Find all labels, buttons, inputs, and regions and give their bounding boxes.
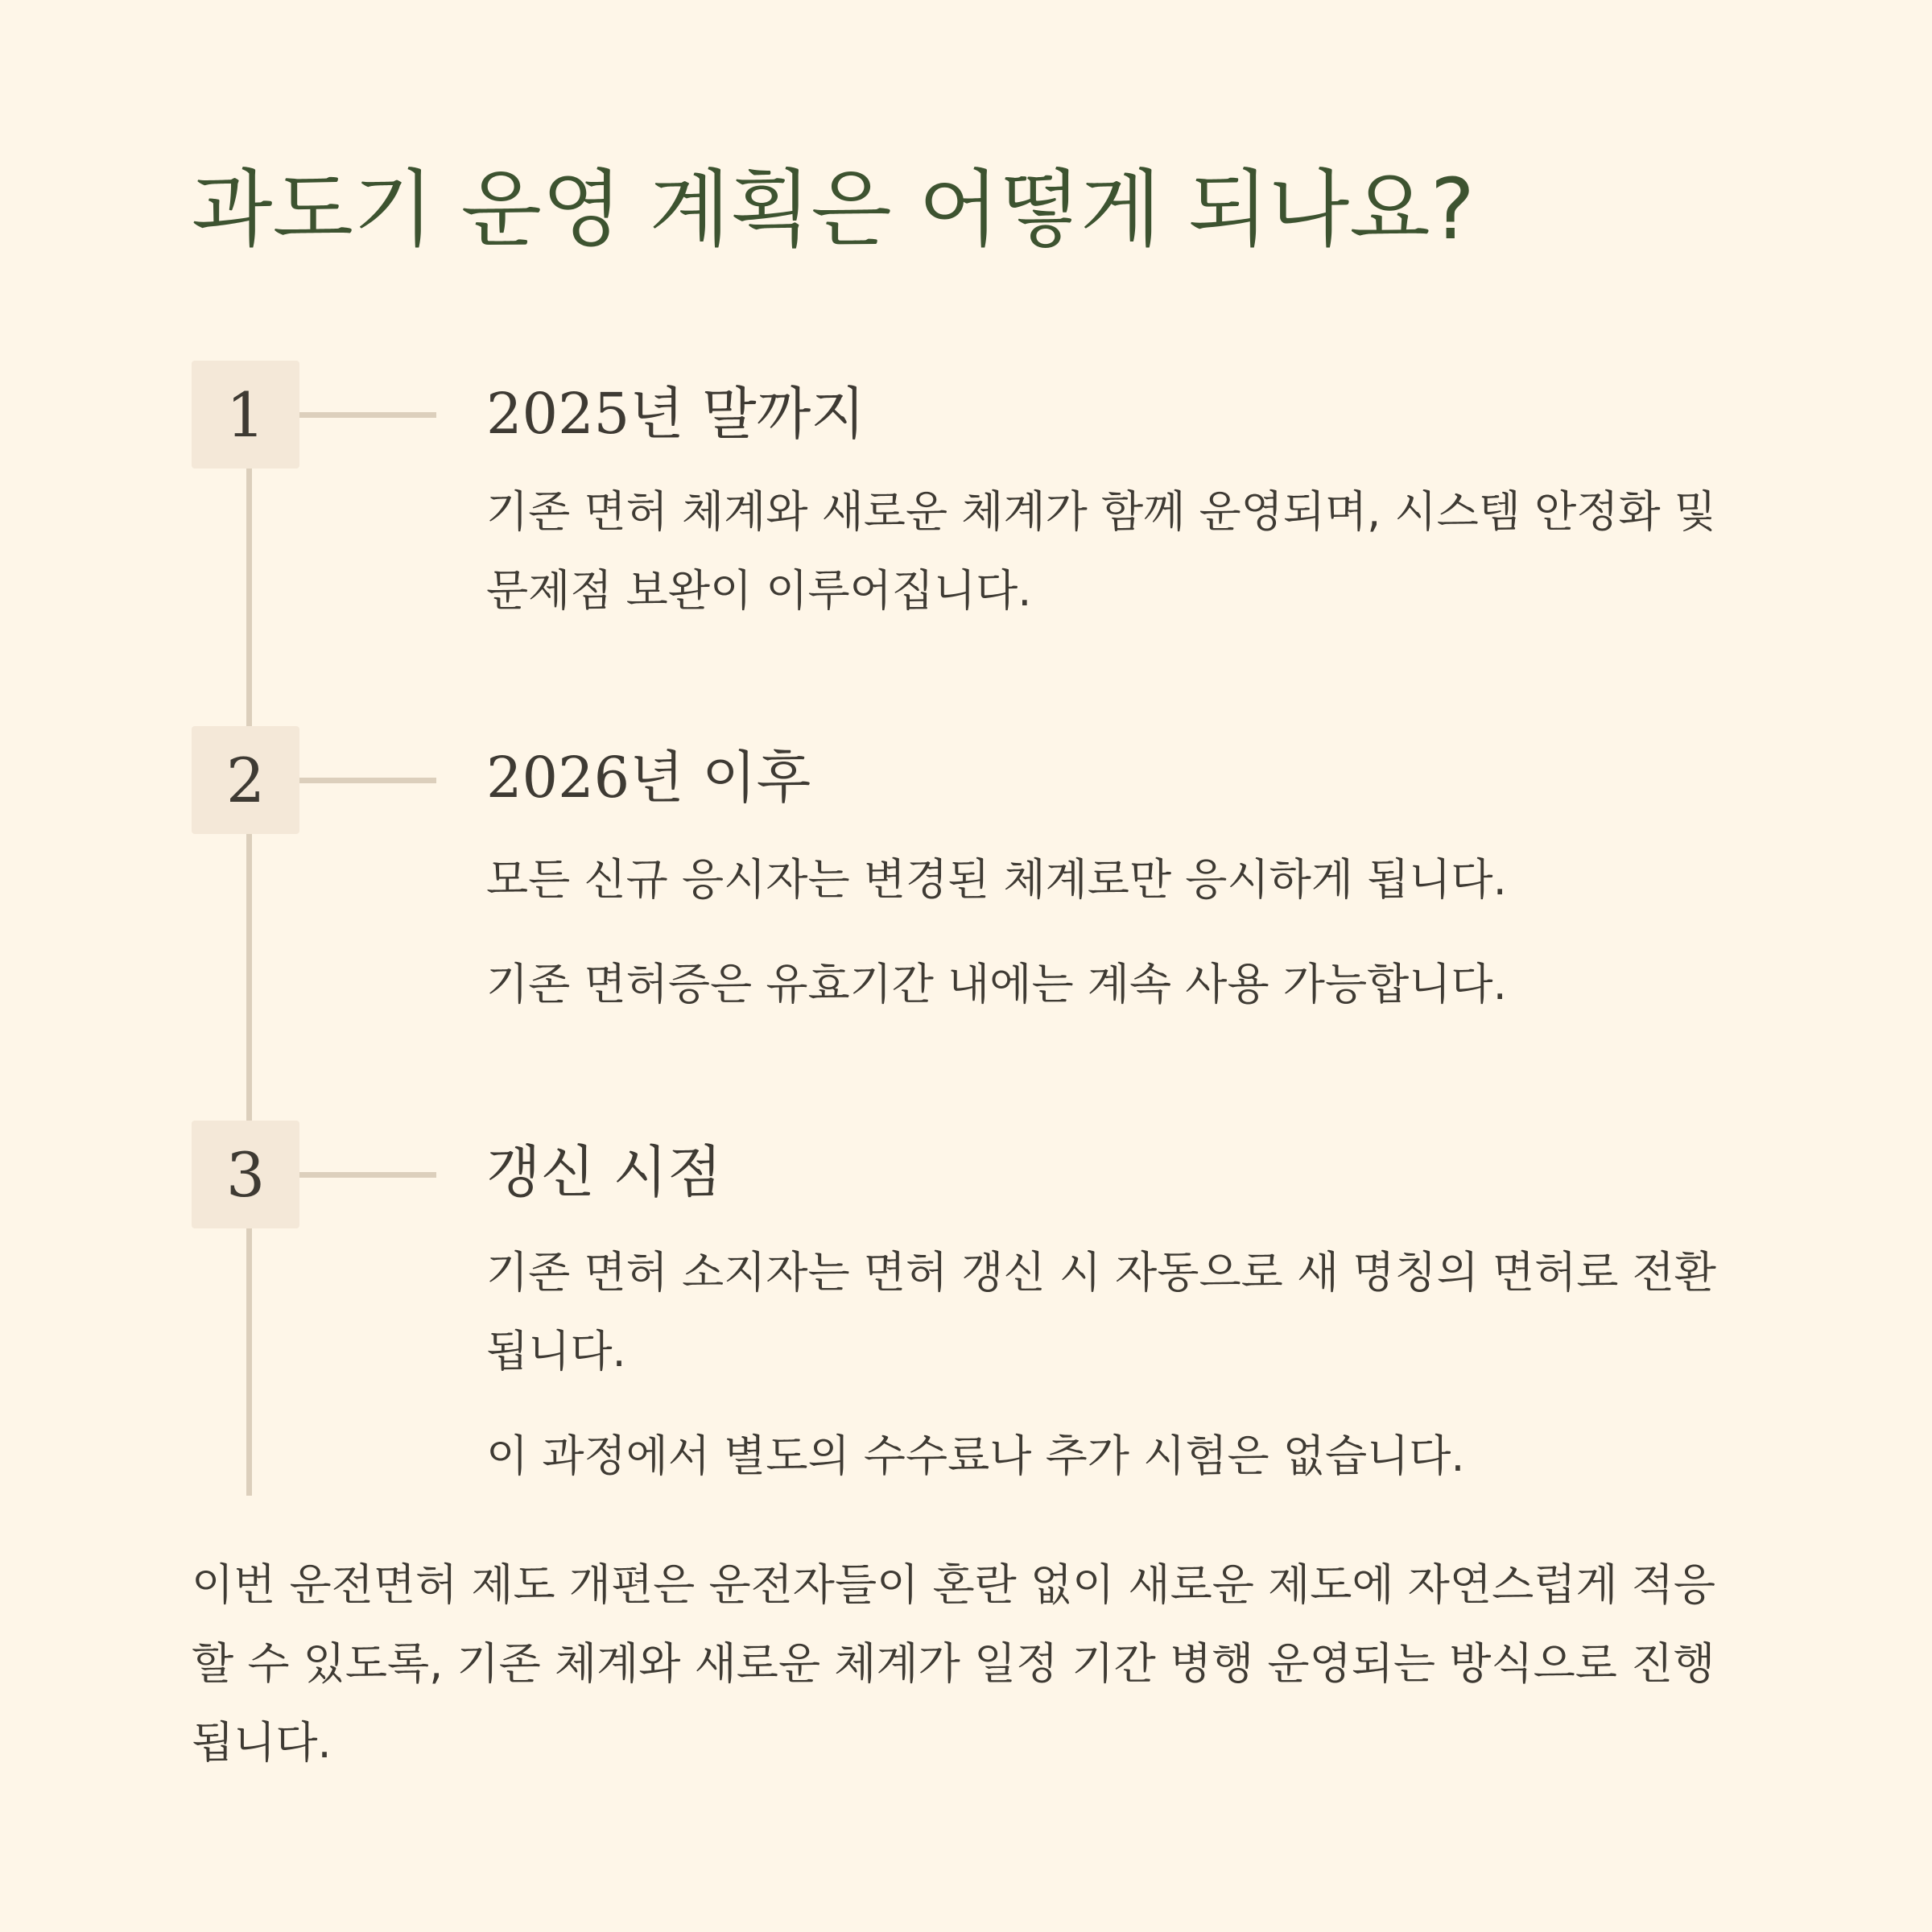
summary-paragraph: 이번 운전면허 제도 개편은 운전자들이 혼란 없이 새로운 제도에 자연스럽게 적응할 수 있도록, 기존 체계와 새로운 체계가 일정 기간 병행 운영되는 방식으로 진행됩니다. bbox=[192, 1559, 1716, 1768]
step-2-title: 2026년 이후 bbox=[486, 745, 811, 811]
timeline-line-3 bbox=[246, 1228, 252, 1496]
timeline-line-2 bbox=[246, 834, 252, 1122]
step-3-text-2: 이 과정에서 별도의 수수료나 추가 시험은 없습니다. bbox=[486, 1430, 1465, 1481]
step-3-text-1: 기존 면허 소지자는 면허 갱신 시 자동으로 새 명칭의 면허로 전환됩니다. bbox=[486, 1247, 1716, 1377]
step-2-badge: 2 bbox=[192, 726, 299, 834]
step-2-text-1: 모든 신규 응시자는 변경된 체계로만 응시하게 됩니다. bbox=[486, 854, 1507, 905]
page-title: 과도기 운영 계획은 어떻게 되나요? bbox=[192, 160, 1475, 258]
step-3-connector bbox=[299, 1172, 436, 1178]
step-2-connector bbox=[299, 778, 436, 783]
step-3-badge: 3 bbox=[192, 1121, 299, 1228]
step-1-text: 기존 면허 체계와 새로운 체계가 함께 운영되며, 시스템 안정화 및 문제점 보완이 이루어집니다. bbox=[486, 486, 1716, 616]
step-1-connector bbox=[299, 412, 436, 418]
step-3-title: 갱신 시점 bbox=[486, 1139, 722, 1205]
step-1-title: 2025년 말까지 bbox=[486, 381, 865, 447]
timeline-line-1 bbox=[246, 469, 252, 726]
step-1-badge: 1 bbox=[192, 361, 299, 469]
step-2-text-2: 기존 면허증은 유효기간 내에는 계속 사용 가능합니다. bbox=[486, 959, 1507, 1009]
